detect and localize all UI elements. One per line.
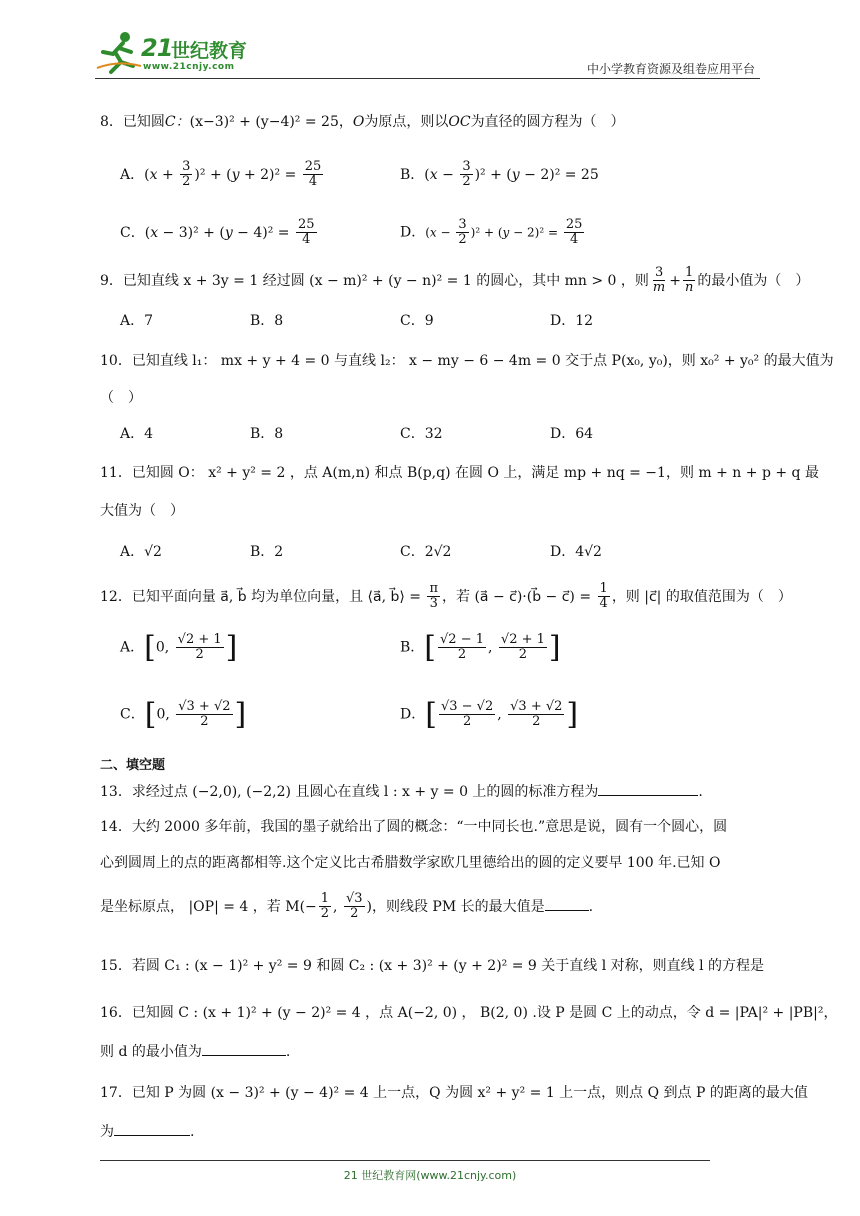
question-12-option-a: A．[0, $\frac{√2 + 1}{2}$ ] (120, 630, 238, 665)
question-8-option-b: B．(x − $\frac{3}{2}$ )² + (y − 2)² = 25 (400, 159, 599, 190)
question-10-option-a: A．4 (120, 426, 154, 442)
question-9-option-c: C．9 (400, 313, 434, 329)
page-header (95, 30, 760, 79)
answer-blank (202, 1055, 286, 1056)
question-12-option-d: D．[ $\frac{√3 - √2}{2}$ , $\frac{√3 + √2}{2}$ ] (400, 697, 579, 732)
question-10-paren: （ ） (100, 390, 142, 406)
question-16-line-2: 则 d 的最小值为 . (100, 1044, 291, 1060)
question-9-option-b: B．8 (250, 313, 284, 329)
header-platform-text: 中小学教育资源及组卷应用平台 (586, 62, 755, 76)
question-13-stem: 13．求经过点 (−2,0), (−2,2) 且圆心在直线 l : x + y = 0 上的圆的标准方程为 . (100, 784, 703, 800)
question-17-line-1: 17．已知 P 为圆 (x − 3)² + (y − 4)² = 4 上一点，Q 为圆 x² + y² = 1 上一点，则点 Q 到点 P 的距离的最大值 (100, 1085, 808, 1101)
answer-blank (598, 795, 698, 796)
question-12-stem: 12．已知平面向量 a⃗, b⃗ 均为单位向量，且 ⟨a⃗, b⃗⟩ = $\frac{\pi}{3}$ ，若 (a⃗ − c⃗)·(b⃗ − c⃗) = $\frac{1}{4}$ ，则 |c⃗| 的取值范围为（ ） (100, 581, 792, 612)
question-11-stem-cont: 大值为（ ） (100, 503, 184, 519)
logo-url: www.21cnjy.com (143, 62, 235, 72)
question-10-option-b: B．8 (250, 426, 284, 442)
answer-blank (545, 910, 589, 911)
question-11-option-c: C．2√2 (400, 544, 452, 560)
footer-text: 21 世纪教育网(www.21cnjy.com) (343, 1169, 517, 1182)
question-8-option-d: D．(x − $\frac{3}{2}$ )² + (y − 2)² = $\frac{25}{4}$ (400, 217, 583, 248)
question-9-option-d: D．12 (550, 313, 594, 329)
question-16-line-1: 16．已知圆 C : (x + 1)² + (y − 2)² = 4 ，点 A(−2, 0) ， B(2, 0) .设 P 是圆 C 上的动点，令 d = |PA|² + |PB|²， (100, 1005, 838, 1021)
question-14-line-2: 心到圆周上的点的距离都相等.这个定义比古希腊数学家欧几里德给出的圆的定义要早 100 年.已知 O (100, 855, 721, 871)
section-fill-in-title: 二、填空题 (100, 758, 166, 773)
site-logo (95, 30, 260, 76)
answer-blank (114, 1135, 190, 1136)
runner-logo-icon (95, 30, 143, 76)
question-15-stem: 15．若圆 C₁ : (x − 1)² + y² = 9 和圆 C₂ : (x + 3)² + (y + 2)² = 9 关于直线 l 对称，则直线 l 的方程是 (100, 958, 765, 974)
footer-rule (100, 1160, 710, 1161)
question-14-line-3: 是坐标原点， |OP| = 4 ，若 M(− $\frac{1}{2}$ , $\frac{√3}{2}$ )，则线段 PM 长的最大值是 . (100, 891, 594, 922)
question-10-option-c: C．32 (400, 426, 443, 442)
question-8-option-c: C．(x − 3)² + (y − 4)² = $\frac{25}{4}$ (120, 217, 315, 248)
question-14-line-1: 14．大约 2000 多年前，我国的墨子就给出了圆的概念：“一中同长也.”意思是说，圆有一个圆心，圆 (100, 819, 728, 835)
question-9-stem: 9．已知直线 x + 3y = 1 经过圆 (x − m)² + (y − n)² = 1 的圆心，其中 mn > 0 ，则 $\frac{3}{m}$ + $\frac{1}{n}$ 的最小值为（ ） (100, 265, 810, 296)
logo-number: 21 (141, 34, 173, 62)
question-8-stem: 8．已知圆C：(x−3)² + (y−4)² = 25，O为原点，则以OC为直径的圆方程为（ ） (100, 114, 625, 130)
question-11-option-d: D．4√2 (550, 544, 602, 560)
question-9-option-a: A．7 (120, 313, 154, 329)
question-10-option-d: D．64 (550, 426, 594, 442)
question-11-stem: 11．已知圆 O： x² + y² = 2 ，点 A(m,n) 和点 B(p,q) 在圆 O 上，满足 mp + nq = −1，则 m + n + p + q 最 (100, 465, 819, 481)
logo-text: 世纪教育 (171, 40, 248, 62)
question-17-line-2: 为 . (100, 1124, 195, 1140)
question-8-option-a: A．(x + $\frac{3}{2}$ )² + (y + 2)² = $\frac{25}{4}$ (120, 159, 322, 190)
question-11-option-b: B．2 (250, 544, 284, 560)
question-11-option-a: A．√2 (120, 544, 162, 560)
question-12-option-b: B．[ $\frac{√2 - 1}{2}$ , $\frac{√2 + 1}{2}$ ] (400, 630, 561, 665)
question-12-option-c: C．[0, $\frac{√3 + √2}{2}$ ] (120, 697, 247, 732)
question-10-stem: 10．已知直线 l₁： mx + y + 4 = 0 与直线 l₂： x − my − 6 − 4m = 0 交于点 P(x₀, y₀)，则 x₀² + y₀² 的最大值为 (100, 353, 834, 369)
